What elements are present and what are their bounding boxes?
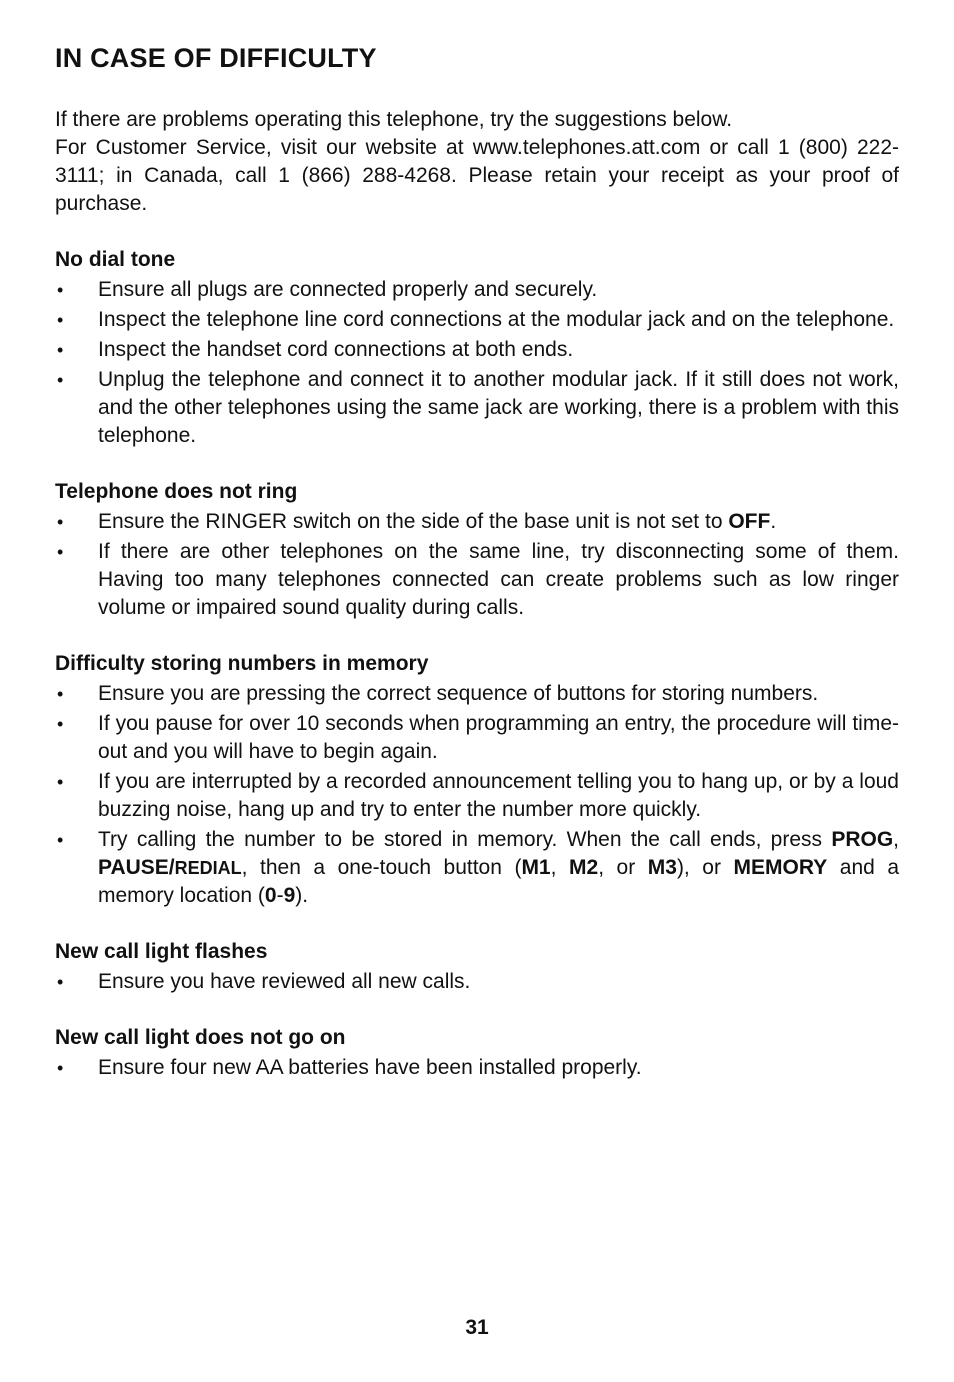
list-item: • Ensure all plugs are connected properly and securely.	[55, 276, 899, 304]
m2-key-label: M2	[569, 856, 599, 879]
section-heading: Difficulty storing numbers in memory	[55, 652, 429, 675]
redial-key-label: REDIAL	[174, 858, 242, 878]
section-no-dial-tone	[55, 245, 899, 450]
bullet-icon: •	[57, 280, 64, 300]
bullet-icon: •	[57, 542, 64, 562]
list-item: • Unplug the telephone and connect it to another modular jack. If it still does not work, and the other telephones using the same jack are working, there is a problem with this telephone.	[57, 368, 899, 447]
list-item: • Inspect the handset cord connections at both ends.	[55, 336, 899, 364]
bullet-list	[55, 680, 899, 910]
bullet-icon: •	[57, 1058, 64, 1078]
bullet-list	[55, 1054, 899, 1082]
m1-key-label: M1	[521, 856, 551, 879]
memory-key-label: MEMORY	[733, 856, 828, 879]
section-heading: No dial tone	[55, 248, 176, 271]
bullet-list	[55, 508, 899, 622]
page-title: IN CASE OF DIFFICULTY	[55, 43, 377, 73]
intro-line-1: If there are problems operating this telephone, try the suggestions below.	[55, 108, 733, 131]
bullet-icon: •	[57, 714, 64, 734]
list-item: • Try calling the number to be stored in memory. When the call ends, press PROG, PAUSE/REDIAL, then a one-touch button (M1, M2, or M3), or MEMORY and a memory location (0-9).	[57, 828, 900, 907]
bullet-list	[55, 968, 899, 996]
list-item: • If you are interrupted by a recorded announcement telling you to hang up, or by a loud buzzing noise, hang up and try to enter the number more quickly.	[57, 770, 899, 821]
bullet-icon: •	[57, 684, 64, 704]
list-item: • If there are other telephones on the same line, try disconnecting some of them. Having too many telephones connected can create problems such as low ringer volume or impaired sound quality during calls.	[57, 540, 899, 619]
section-heading: New call light flashes	[55, 940, 268, 963]
list-item: • Ensure you are pressing the correct sequence of buttons for storing numbers.	[55, 680, 899, 708]
section-telephone-does-not-ring	[55, 477, 899, 622]
bullet-icon: •	[57, 340, 64, 360]
bullet-icon: •	[57, 830, 64, 850]
list-item: • If you pause for over 10 seconds when programming an entry, the procedure will time-out and you will have to begin again.	[57, 712, 899, 763]
page-number: 31	[465, 1316, 489, 1339]
bullet-icon: •	[57, 972, 64, 992]
bullet-list	[55, 276, 899, 450]
document-page	[55, 40, 899, 1084]
bullet-icon: •	[57, 370, 64, 390]
intro	[55, 106, 899, 218]
off-label: OFF	[728, 510, 771, 533]
section-new-call-light-does-not-go-on	[55, 1023, 899, 1082]
section-heading: New call light does not go on	[55, 1026, 346, 1049]
digit-9-label: 9	[283, 884, 296, 907]
list-item: • Inspect the telephone line cord connections at the modular jack and on the telephone.	[55, 306, 899, 334]
section-difficulty-storing-numbers	[55, 649, 899, 910]
bullet-icon: •	[57, 772, 64, 792]
pause-key-label: PAUSE/	[98, 856, 175, 879]
m3-key-label: M3	[647, 856, 677, 879]
prog-key-label: PROG	[831, 828, 894, 851]
list-item: • Ensure the RINGER switch on the side of the base unit is not set to OFF.	[55, 508, 899, 536]
bullet-icon: •	[57, 512, 64, 532]
intro-line-2: For Customer Service, visit our website at www.telephones.att.com or call 1 (800) 222-3111; in Canada, call 1 (866) 288-4268. Please retain your receipt as your proof of purchase.	[55, 136, 899, 215]
list-item: • Ensure four new AA batteries have been installed properly.	[55, 1054, 899, 1082]
digit-0-label: 0	[264, 884, 277, 907]
section-new-call-light-flashes	[55, 937, 899, 996]
section-heading: Telephone does not ring	[55, 480, 298, 503]
bullet-icon: •	[57, 310, 64, 330]
list-item: • Ensure you have reviewed all new calls.	[55, 968, 899, 996]
